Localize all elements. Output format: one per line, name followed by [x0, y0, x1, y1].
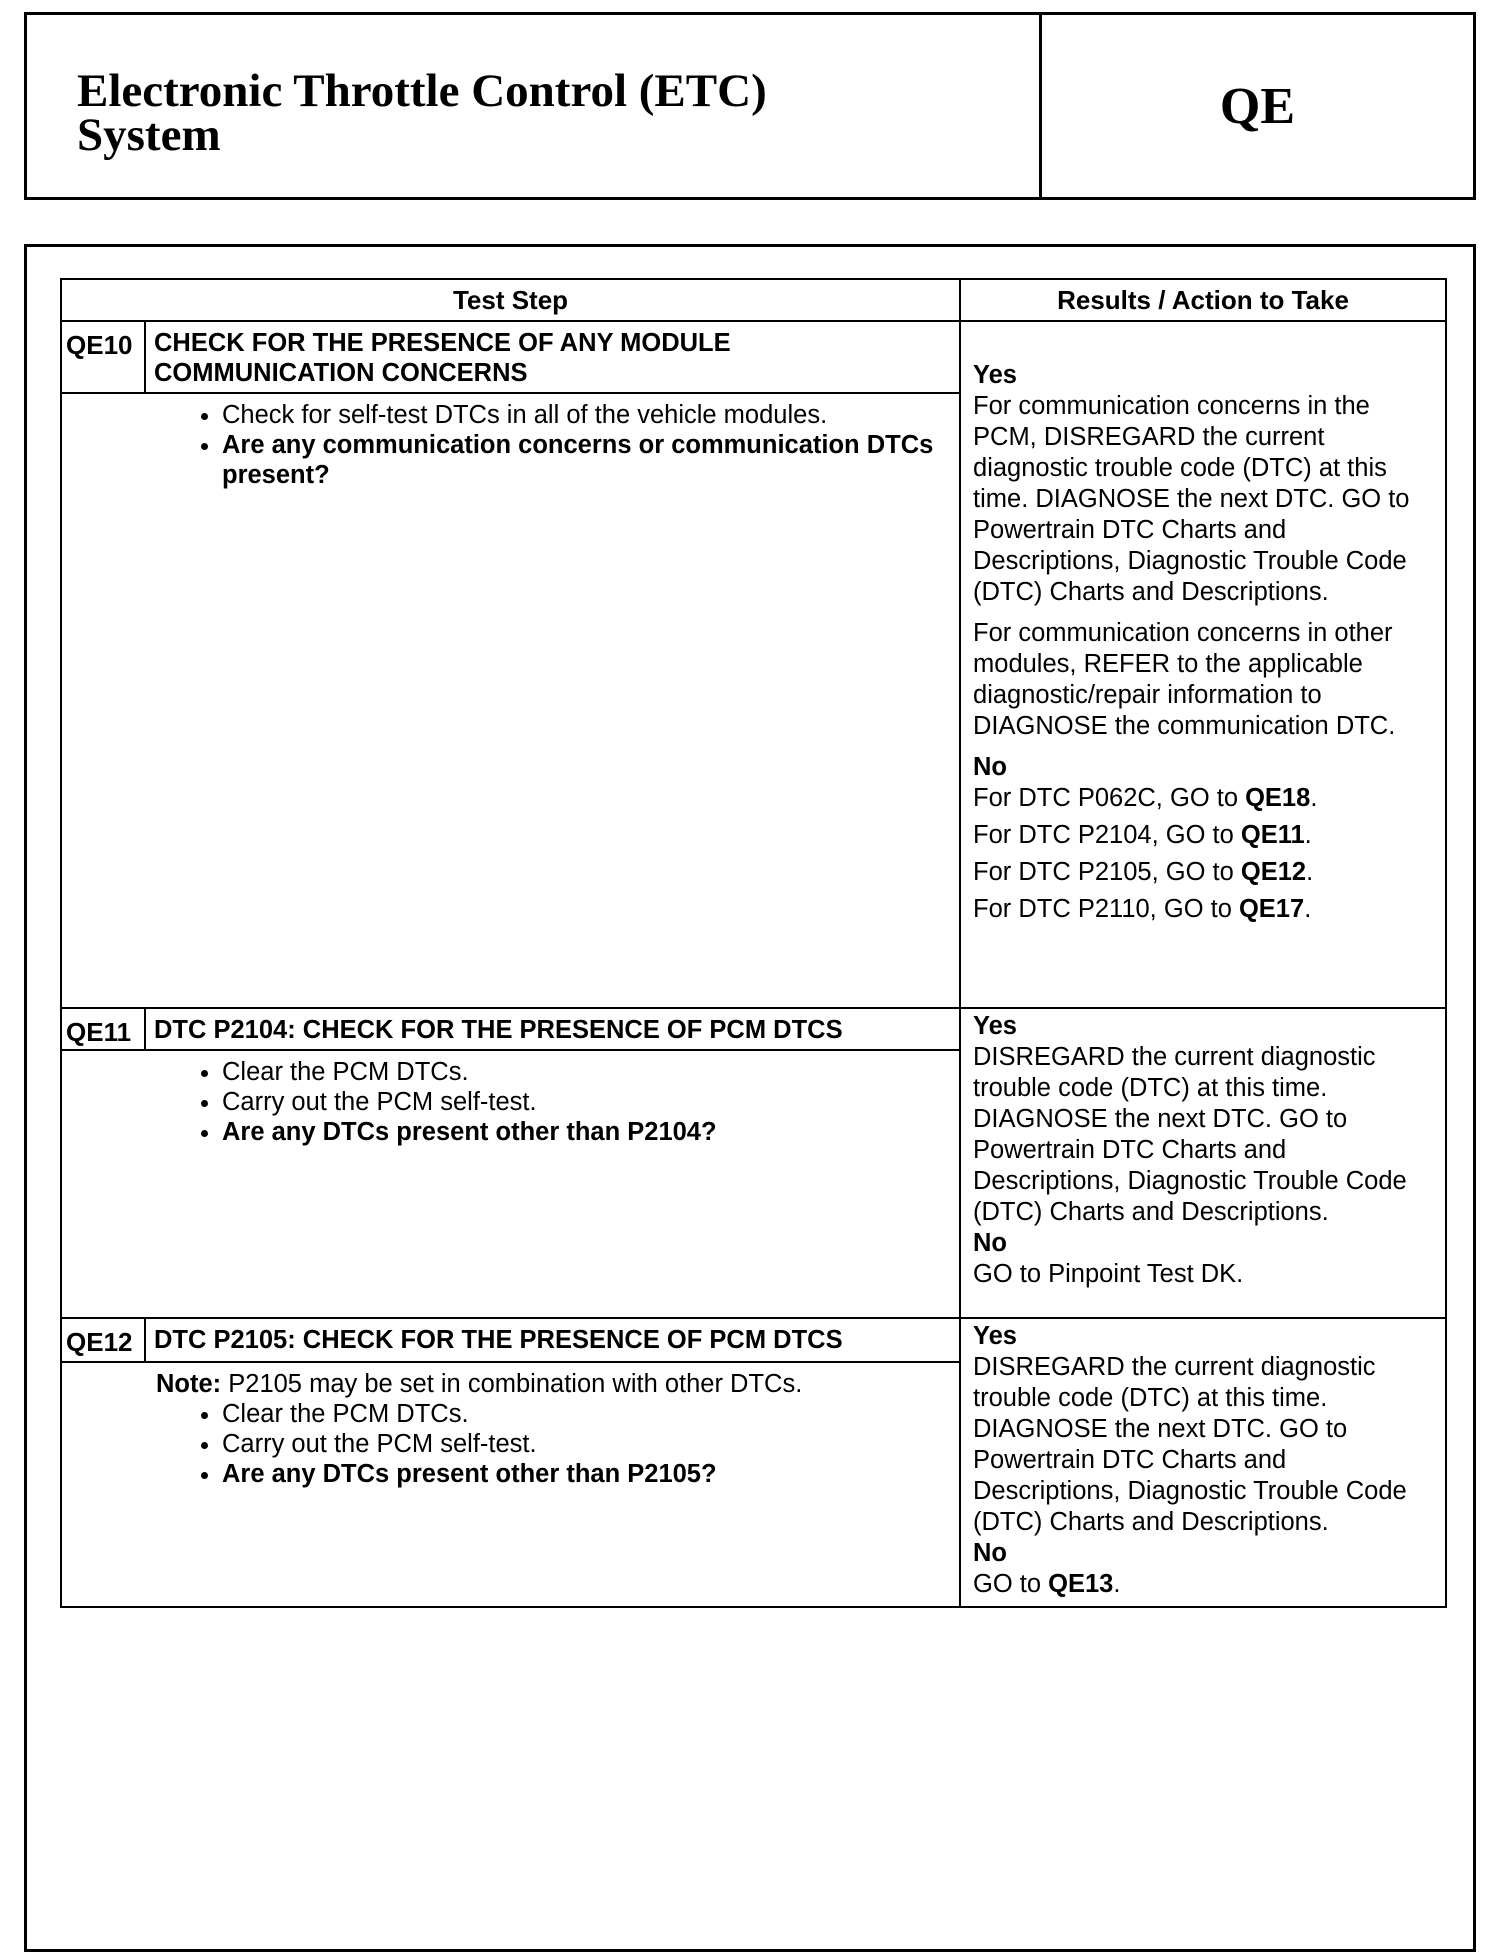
no-label: No [973, 1229, 1008, 1257]
yes-action: DISREGARD the current diagnostic trouble code (DTC) at this time. DIAGNOSE the next DTC. GO to Powertrain DTC Charts and Descriptions, Diagnostic Trouble Code (DTC) Charts and Descriptions. [973, 1353, 1407, 1536]
step-question: • Are any DTCs present other than P2105? [222, 1459, 951, 1489]
page-title-line1: Electronic Throttle Control (ETC) [77, 65, 767, 117]
step-bullet: • Clear the PCM DTCs. [222, 1399, 951, 1429]
yes-label: Yes [973, 361, 1017, 389]
step-title: CHECK FOR THE PRESENCE OF ANY MODULE COMMUNICATION CONCERNS [145, 321, 960, 393]
table-header-row [61, 279, 1446, 321]
section-code: QE [1219, 77, 1296, 135]
goto-link[interactable]: QE17 [1238, 895, 1305, 923]
no-action: GO to Pinpoint Test DK. [973, 1260, 1244, 1288]
step-body [61, 1362, 960, 1607]
col-header-results: Results / Action to Take [960, 279, 1446, 321]
page-header [24, 12, 1476, 200]
goto-link[interactable]: QE11 [1240, 821, 1305, 849]
step-body [61, 1050, 960, 1318]
note-label: Note: [156, 1370, 222, 1399]
step-results [960, 1318, 1446, 1607]
step-title: DTC P2105: CHECK FOR THE PRESENCE OF PCM DTCS [145, 1318, 960, 1362]
step-results [960, 321, 1446, 1008]
step-id: QE11 [61, 1008, 145, 1050]
goto-link[interactable]: QE12 [1240, 858, 1307, 886]
yes-action-other-modules: For communication concerns in other modules, REFER to the applicable diagnostic/repair information to DIAGNOSE the communication DTC. [973, 619, 1396, 740]
col-header-test-step: Test Step [61, 279, 960, 321]
step-id: QE10 [61, 321, 145, 393]
page-title [77, 65, 767, 161]
no-action-row: For DTC P2104, GO to QE11. [973, 821, 1312, 849]
step-qe12-title-row [61, 1318, 1446, 1362]
yes-action: For communication concerns in the PCM, DISREGARD the current diagnostic trouble code (DTC) at this time. DIAGNOSE the next DTC. GO to Powertrain DTC Charts and Descriptions, Diagnostic Trouble Code (DTC) Charts and Descriptions. [973, 392, 1410, 606]
no-action: GO to QE13. [973, 1570, 1121, 1598]
step-note [156, 1369, 951, 1399]
step-bullet: • Carry out the PCM self-test. [222, 1087, 951, 1117]
note-text: P2105 may be set in combination with other DTCs. [221, 1370, 803, 1399]
yes-label: Yes [973, 1322, 1017, 1350]
step-results [960, 1008, 1446, 1318]
no-action-row: For DTC P062C, GO to QE18. [973, 784, 1318, 812]
step-question: • Are any DTCs present other than P2104? [222, 1117, 951, 1147]
goto-link[interactable]: QE13 [1048, 1570, 1114, 1598]
step-bullet: • Check for self-test DTCs in all of the vehicle modules. [222, 400, 951, 430]
page-title-line2: System [77, 109, 221, 161]
test-step-table [60, 278, 1447, 1608]
no-action-row: For DTC P2105, GO to QE12. [973, 858, 1314, 886]
step-body [61, 393, 960, 1008]
no-label: No [973, 1539, 1008, 1567]
step-bullet: • Clear the PCM DTCs. [222, 1057, 951, 1087]
goto-link[interactable]: QE18 [1245, 784, 1311, 812]
step-qe11-title-row [61, 1008, 1446, 1050]
step-title: DTC P2104: CHECK FOR THE PRESENCE OF PCM DTCS [145, 1008, 960, 1050]
step-bullet: • Carry out the PCM self-test. [222, 1429, 951, 1459]
step-id: QE12 [61, 1318, 145, 1362]
step-question: • Are any communication concerns or communication DTCs present? [222, 430, 951, 490]
yes-label: Yes [973, 1012, 1017, 1040]
no-label: No [973, 753, 1008, 781]
step-qe10-title-row [61, 321, 1446, 393]
no-action-row: For DTC P2110, GO to QE17. [973, 895, 1312, 923]
yes-action: DISREGARD the current diagnostic trouble code (DTC) at this time. DIAGNOSE the next DTC. GO to Powertrain DTC Charts and Descriptions, Diagnostic Trouble Code (DTC) Charts and Descriptions. [973, 1043, 1407, 1226]
